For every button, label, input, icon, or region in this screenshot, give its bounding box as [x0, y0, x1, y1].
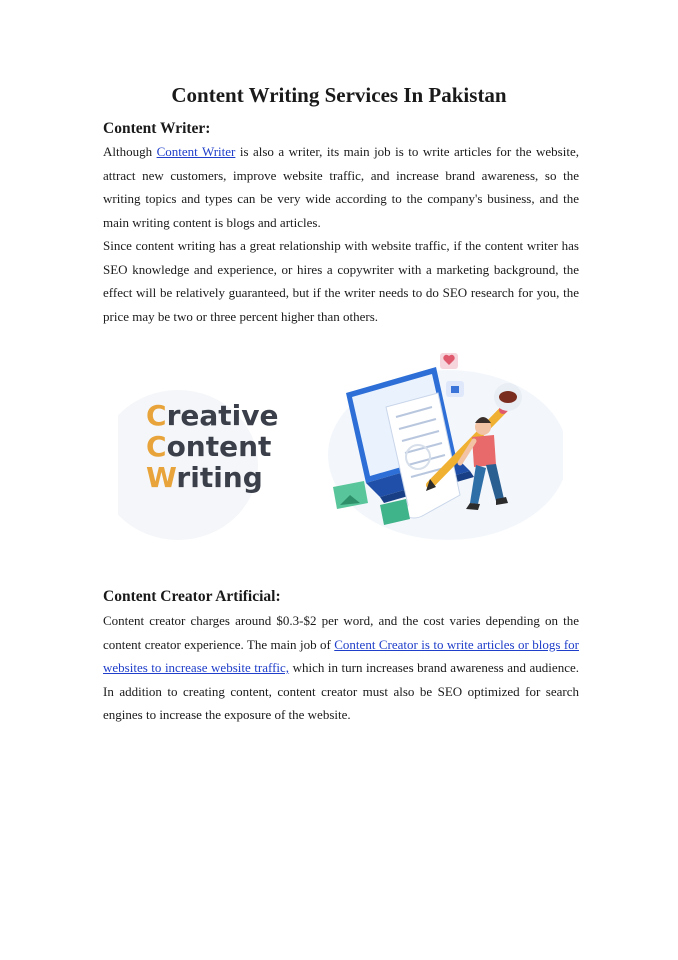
paragraph-text: Content creator charges around $0.3-$2 per word, and the cost varies depending on the content creator experience. The main job of [103, 613, 579, 652]
wordmark-accent-letter: C [146, 430, 167, 463]
creative-content-writing-wordmark [146, 399, 278, 494]
wordmark-accent-letter: W [146, 461, 177, 494]
paragraph-text: Although [103, 144, 157, 159]
paragraph-seo-pricing: Since content writing has a great relationship with website traffic, if the content writer has SEO knowledge and experience, or hires a copywriter with a marketing background, the effect will be relatively guaranteed, but if the writer needs to do SEO research for you, the price may be two or three percent higher than others. [103, 238, 579, 324]
wordmark-text: reative [166, 399, 279, 432]
section-heading-content-writer: Content Writer: [103, 120, 211, 137]
paragraph-text: which in turn increases brand awareness and audience. In addition to creating content, content creator must also be SEO optimized for search engines to increase the exposure of the website. [103, 660, 579, 722]
creative-content-writing-illustration [118, 345, 563, 545]
paragraph-text: is also a writer, its main job is to write articles for the website, attract new customers, improve website traffic, and increase brand awareness, so the writing topics and types can be very wide according to the company's business, and the main writing content is blogs and articles. [103, 144, 579, 230]
content-writer-link[interactable]: Content Writer [156, 144, 236, 159]
wordmark-line-1 [146, 399, 278, 432]
content-creator-link[interactable]: Content Creator is to write articles or blogs for websites to increase website traffic, [103, 636, 579, 675]
wordmark-text: riting [176, 461, 263, 494]
wordmark-line-3 [146, 461, 263, 494]
wordmark-line-2 [146, 430, 271, 463]
like-icon [446, 381, 464, 397]
wordmark-accent-letter: C [146, 399, 167, 432]
heart-icon [440, 353, 458, 369]
paragraph-content-writer-intro [103, 140, 579, 234]
wordmark-text: ontent [166, 430, 272, 463]
paragraph-content-creator [103, 609, 579, 727]
page-title: Content Writing Services In Pakistan [171, 83, 507, 107]
section-heading-content-creator: Content Creator Artificial: [103, 588, 281, 605]
